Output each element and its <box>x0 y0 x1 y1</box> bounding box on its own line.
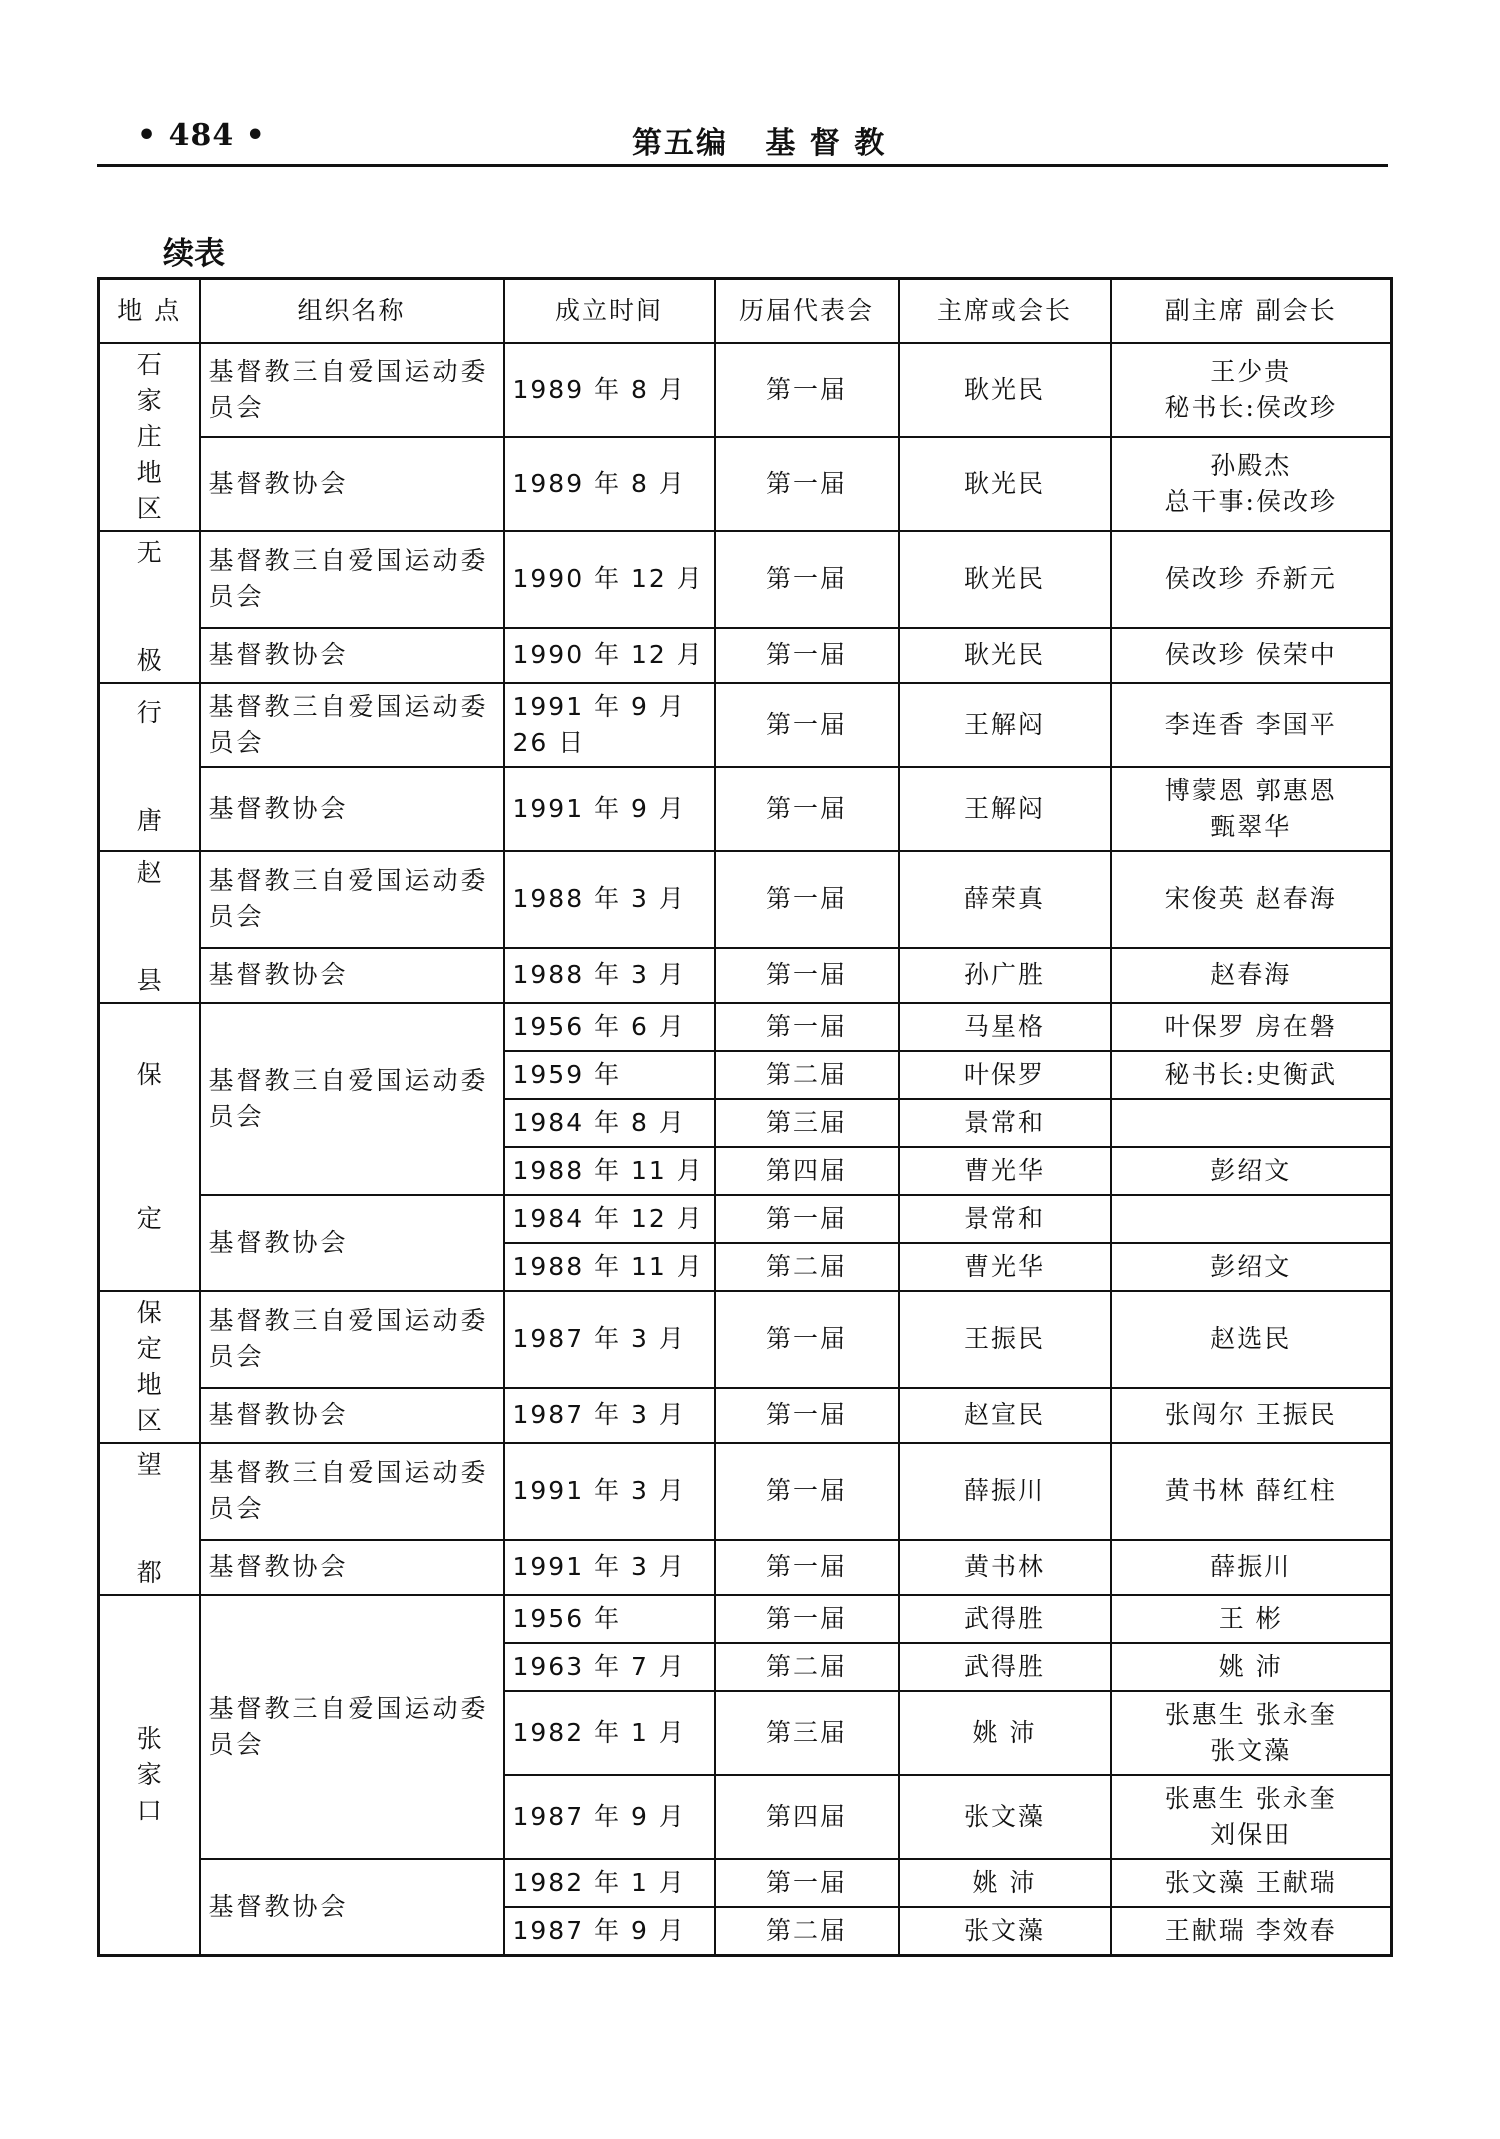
session-cell: 第一届 <box>715 948 899 1003</box>
founded-date-cell: 1988 年 11 月 <box>504 1147 715 1195</box>
chair-cell: 黄书林 <box>899 1540 1111 1595</box>
org-name-cell: 基督教三自爱国运动委员会 <box>200 1595 504 1859</box>
place-cell: 张 家 口 <box>99 1595 200 1955</box>
org-name-cell: 基督教三自爱国运动委员会 <box>200 343 504 437</box>
vice-chair-cell: 王少贵 秘书长:侯改珍 <box>1111 343 1392 437</box>
founded-date-cell: 1956 年 6 月 <box>504 1003 715 1051</box>
org-name-cell: 基督教协会 <box>200 437 504 531</box>
org-name-cell: 基督教三自爱国运动委员会 <box>200 531 504 628</box>
chair-cell: 孙广胜 <box>899 948 1111 1003</box>
founded-date-cell: 1988 年 3 月 <box>504 851 715 948</box>
session-cell: 第一届 <box>715 1388 899 1443</box>
chair-cell: 王振民 <box>899 1291 1111 1388</box>
session-cell: 第一届 <box>715 1003 899 1051</box>
founded-date-cell: 1982 年 1 月 <box>504 1859 715 1907</box>
chair-cell: 薛荣真 <box>899 851 1111 948</box>
founded-date-cell: 1982 年 1 月 <box>504 1691 715 1775</box>
vice-chair-cell <box>1111 1195 1392 1243</box>
founded-date-cell: 1990 年 12 月 <box>504 628 715 683</box>
col-header-place: 地 点 <box>99 279 200 344</box>
page-header <box>97 118 1387 161</box>
founded-date-cell: 1984 年 12 月 <box>504 1195 715 1243</box>
org-name-cell: 基督教协会 <box>200 628 504 683</box>
col-header-org: 组织名称 <box>200 279 504 344</box>
session-cell: 第一届 <box>715 683 899 767</box>
session-cell: 第二届 <box>715 1051 899 1099</box>
table-row <box>99 1195 1392 1243</box>
page-number: • 484 • <box>137 118 266 153</box>
session-cell: 第一届 <box>715 437 899 531</box>
chair-cell: 武得胜 <box>899 1643 1111 1691</box>
chair-cell: 武得胜 <box>899 1595 1111 1643</box>
vice-chair-cell: 叶保罗 房在磐 <box>1111 1003 1392 1051</box>
vice-chair-cell: 宋俊英 赵春海 <box>1111 851 1392 948</box>
chair-cell: 叶保罗 <box>899 1051 1111 1099</box>
vice-chair-cell: 张惠生 张永奎 刘保田 <box>1111 1775 1392 1859</box>
place-cell: 保 定 <box>99 1003 200 1291</box>
founded-date-cell: 1987 年 3 月 <box>504 1291 715 1388</box>
vice-chair-cell: 张惠生 张永奎 张文藻 <box>1111 1691 1392 1775</box>
founded-date-cell: 1987 年 9 月 <box>504 1775 715 1859</box>
chair-cell: 景常和 <box>899 1099 1111 1147</box>
founded-date-cell: 1991 年 3 月 <box>504 1540 715 1595</box>
session-cell: 第一届 <box>715 343 899 437</box>
chair-cell: 张文藻 <box>899 1907 1111 1955</box>
running-head: 第五编 基 督 教 <box>632 126 887 161</box>
vice-chair-cell: 侯改珍 侯荣中 <box>1111 628 1392 683</box>
session-cell: 第一届 <box>715 1195 899 1243</box>
place-cell: 赵 县 <box>99 851 200 1003</box>
session-cell: 第二届 <box>715 1643 899 1691</box>
table-row <box>99 1595 1392 1643</box>
founded-date-cell: 1991 年 3 月 <box>504 1443 715 1540</box>
place-cell: 望 都 <box>99 1443 200 1595</box>
session-cell: 第一届 <box>715 851 899 948</box>
founded-date-cell: 1991 年 9 月 26 日 <box>504 683 715 767</box>
session-cell: 第一届 <box>715 767 899 851</box>
chair-cell: 王解闷 <box>899 767 1111 851</box>
session-cell: 第一届 <box>715 1540 899 1595</box>
session-cell: 第一届 <box>715 1859 899 1907</box>
place-cell: 保 定 地 区 <box>99 1291 200 1443</box>
vice-chair-cell: 彭绍文 <box>1111 1147 1392 1195</box>
vice-chair-cell: 孙殿杰 总干事:侯改珍 <box>1111 437 1392 531</box>
founded-date-cell: 1956 年 <box>504 1595 715 1643</box>
vice-chair-cell: 姚 沛 <box>1111 1643 1392 1691</box>
table-row <box>99 1388 1392 1443</box>
session-cell: 第一届 <box>715 1291 899 1388</box>
table-row <box>99 1859 1392 1907</box>
chair-cell: 曹光华 <box>899 1147 1111 1195</box>
session-cell: 第一届 <box>715 531 899 628</box>
org-name-cell: 基督教协会 <box>200 1388 504 1443</box>
founded-date-cell: 1987 年 9 月 <box>504 1907 715 1955</box>
chair-cell: 景常和 <box>899 1195 1111 1243</box>
place-cell: 行 唐 <box>99 683 200 851</box>
org-name-cell: 基督教三自爱国运动委员会 <box>200 683 504 767</box>
table-row <box>99 531 1392 628</box>
session-cell: 第一届 <box>715 1443 899 1540</box>
chair-cell: 耿光民 <box>899 628 1111 683</box>
table-row <box>99 683 1392 767</box>
chair-cell: 薛振川 <box>899 1443 1111 1540</box>
org-name-cell: 基督教协会 <box>200 1195 504 1291</box>
table-row <box>99 1540 1392 1595</box>
session-cell: 第二届 <box>715 1907 899 1955</box>
organizations-table <box>97 277 1393 1957</box>
session-cell: 第一届 <box>715 628 899 683</box>
founded-date-cell: 1959 年 <box>504 1051 715 1099</box>
table-continuation-label: 续表 <box>163 236 225 272</box>
session-cell: 第四届 <box>715 1147 899 1195</box>
org-name-cell: 基督教三自爱国运动委员会 <box>200 1291 504 1388</box>
org-name-cell: 基督教三自爱国运动委员会 <box>200 1443 504 1540</box>
chair-cell: 赵宣民 <box>899 1388 1111 1443</box>
chair-cell: 耿光民 <box>899 343 1111 437</box>
chair-cell: 耿光民 <box>899 437 1111 531</box>
col-header-session: 历届代表会 <box>715 279 899 344</box>
session-cell: 第二届 <box>715 1243 899 1291</box>
vice-chair-cell: 李连香 李国平 <box>1111 683 1392 767</box>
session-cell: 第一届 <box>715 1595 899 1643</box>
table-body <box>99 343 1392 1955</box>
org-name-cell: 基督教协会 <box>200 948 504 1003</box>
vice-chair-cell: 张文藻 王献瑞 <box>1111 1859 1392 1907</box>
col-header-vice: 副主席 副会长 <box>1111 279 1392 344</box>
place-cell: 无 极 <box>99 531 200 683</box>
org-name-cell: 基督教三自爱国运动委员会 <box>200 851 504 948</box>
vice-chair-cell <box>1111 1099 1392 1147</box>
founded-date-cell: 1987 年 3 月 <box>504 1388 715 1443</box>
table-row <box>99 851 1392 948</box>
vice-chair-cell: 彭绍文 <box>1111 1243 1392 1291</box>
vice-chair-cell: 王 彬 <box>1111 1595 1392 1643</box>
table-row <box>99 343 1392 437</box>
founded-date-cell: 1989 年 8 月 <box>504 343 715 437</box>
session-cell: 第三届 <box>715 1691 899 1775</box>
org-name-cell: 基督教协会 <box>200 1540 504 1595</box>
vice-chair-cell: 秘书长:史衡武 <box>1111 1051 1392 1099</box>
chair-cell: 王解闷 <box>899 683 1111 767</box>
vice-chair-cell: 博蒙恩 郭惠恩 甄翠华 <box>1111 767 1392 851</box>
session-cell: 第四届 <box>715 1775 899 1859</box>
founded-date-cell: 1963 年 7 月 <box>504 1643 715 1691</box>
founded-date-cell: 1984 年 8 月 <box>504 1099 715 1147</box>
chair-cell: 张文藻 <box>899 1775 1111 1859</box>
vice-chair-cell: 张闯尔 王振民 <box>1111 1388 1392 1443</box>
vice-chair-cell: 赵春海 <box>1111 948 1392 1003</box>
chair-cell: 姚 沛 <box>899 1691 1111 1775</box>
table-row <box>99 1443 1392 1540</box>
table-header-row <box>99 279 1392 344</box>
table-row <box>99 628 1392 683</box>
founded-date-cell: 1991 年 9 月 <box>504 767 715 851</box>
table-row <box>99 767 1392 851</box>
header-rule <box>97 164 1388 167</box>
table-row <box>99 948 1392 1003</box>
founded-date-cell: 1988 年 11 月 <box>504 1243 715 1291</box>
founded-date-cell: 1989 年 8 月 <box>504 437 715 531</box>
table-row <box>99 1291 1392 1388</box>
vice-chair-cell: 赵选民 <box>1111 1291 1392 1388</box>
vice-chair-cell: 黄书林 薛红柱 <box>1111 1443 1392 1540</box>
founded-date-cell: 1990 年 12 月 <box>504 531 715 628</box>
org-name-cell: 基督教协会 <box>200 767 504 851</box>
chair-cell: 马星格 <box>899 1003 1111 1051</box>
vice-chair-cell: 侯改珍 乔新元 <box>1111 531 1392 628</box>
session-cell: 第三届 <box>715 1099 899 1147</box>
table-row <box>99 437 1392 531</box>
org-name-cell: 基督教三自爱国运动委员会 <box>200 1003 504 1195</box>
col-header-chair: 主席或会长 <box>899 279 1111 344</box>
col-header-date: 成立时间 <box>504 279 715 344</box>
chair-cell: 曹光华 <box>899 1243 1111 1291</box>
org-name-cell: 基督教协会 <box>200 1859 504 1955</box>
chair-cell: 姚 沛 <box>899 1859 1111 1907</box>
place-cell: 石 家 庄 地 区 <box>99 343 200 531</box>
vice-chair-cell: 薛振川 <box>1111 1540 1392 1595</box>
table-row <box>99 1003 1392 1051</box>
founded-date-cell: 1988 年 3 月 <box>504 948 715 1003</box>
chair-cell: 耿光民 <box>899 531 1111 628</box>
vice-chair-cell: 王献瑞 李效春 <box>1111 1907 1392 1955</box>
